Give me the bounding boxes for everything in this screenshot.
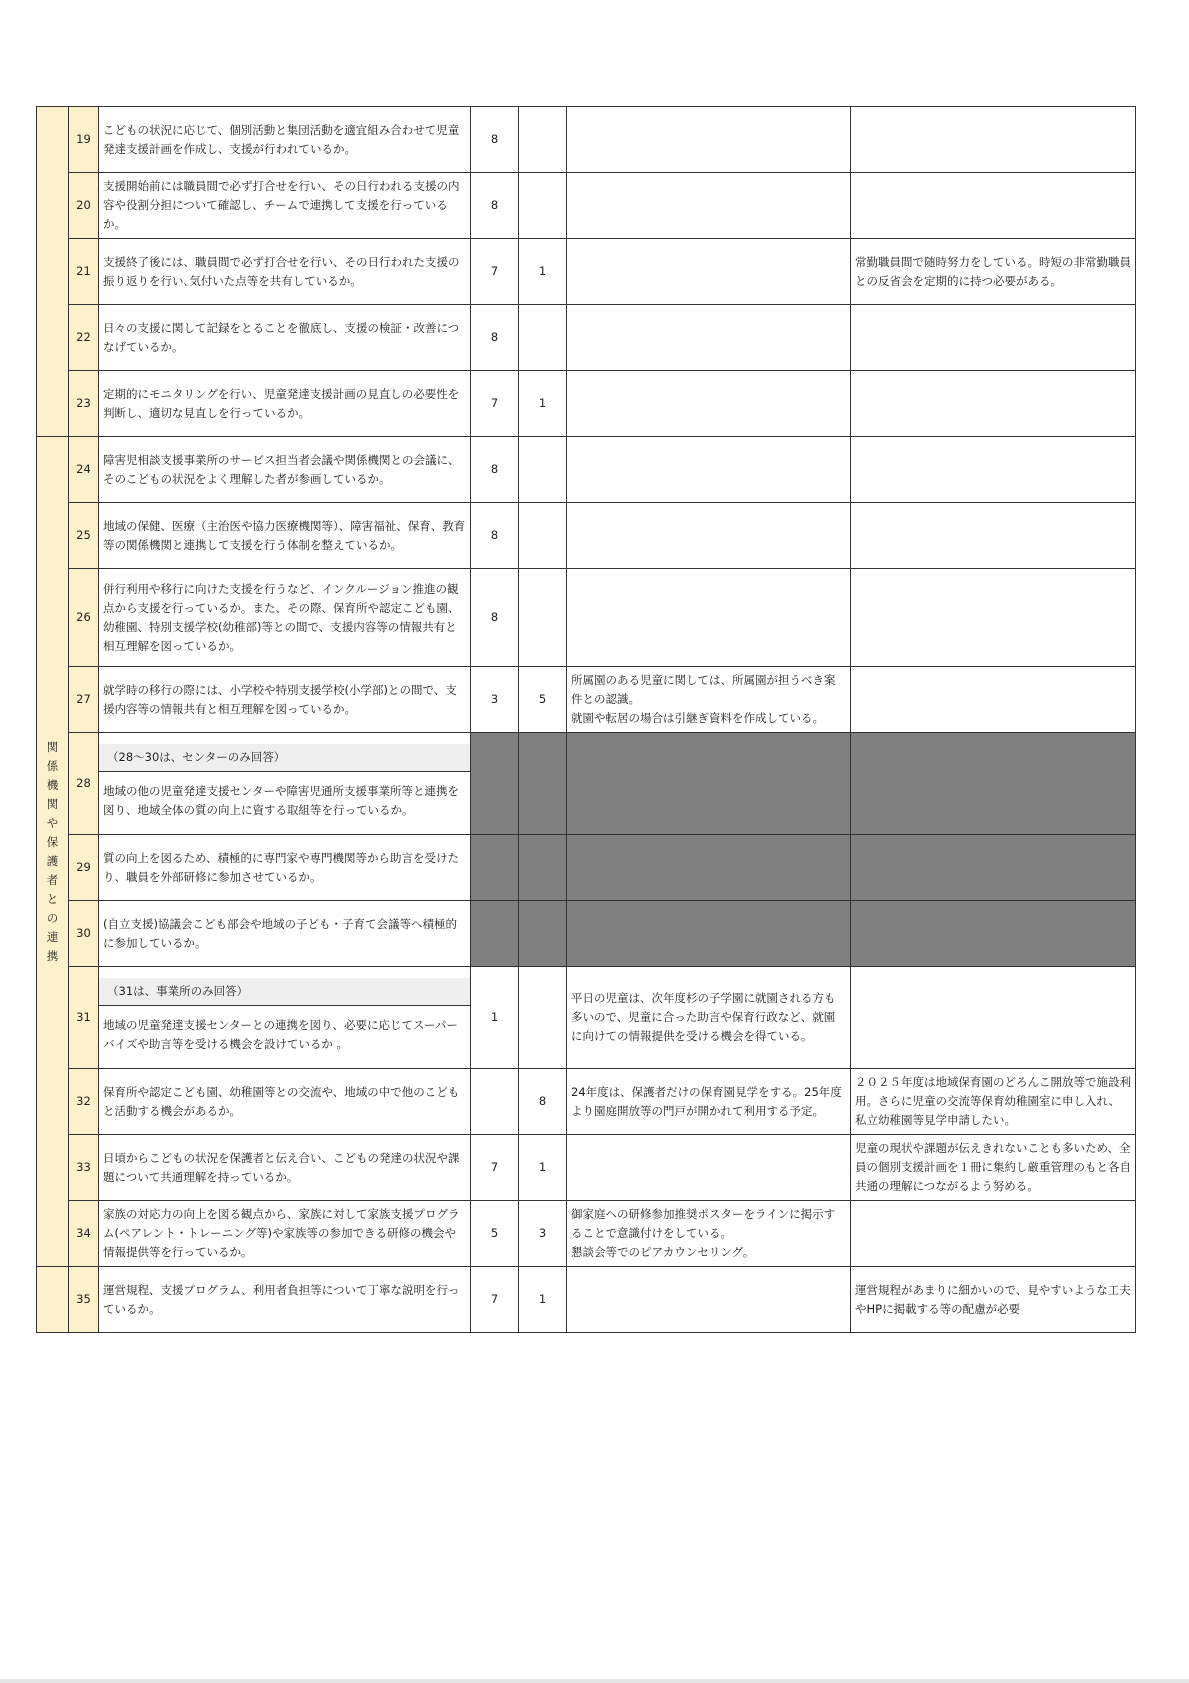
row-number: 21 (69, 239, 99, 305)
question-text: 地域の保健、医療（主治医や協力医療機関等）、障害福祉、保育、教育等の関係機関と連携して支援を行う体制を整えているか。 (99, 503, 471, 569)
no-count (519, 503, 567, 569)
evaluation-table (36, 106, 1136, 1333)
row-number: 20 (69, 173, 99, 239)
yes-count: 8 (471, 173, 519, 239)
comment-text: 児童の現状や課題が伝えきれないことも多いため、全員の個別支援計画を１冊に集約し厳重管理のもと各自共通の理解につながるよう努める。 (851, 1135, 1136, 1201)
category-cell-continued (37, 107, 69, 437)
row-number: 33 (69, 1135, 99, 1201)
table-row (37, 967, 1136, 1069)
no-count: 1 (519, 1135, 567, 1201)
yes-count: 8 (471, 503, 519, 569)
improvement-text (567, 569, 851, 667)
comment-text (851, 1201, 1136, 1267)
improvement-text (567, 503, 851, 569)
table-row (37, 239, 1136, 305)
question-text: 保育所や認定こども園、幼稚園等との交流や、地域の中で他のこどもと活動する機会があるか。 (99, 1069, 471, 1135)
comment-text (851, 107, 1136, 173)
improvement-text: 24年度は、保護者だけの保育園見学をする。25年度より園庭開放等の門戸が開かれて利用する予定。 (567, 1069, 851, 1135)
comment-text (851, 305, 1136, 371)
question-text: 日頃からこどもの状況を保護者と伝え合い、こどもの発達の状況や課題について共通理解を持っているか。 (99, 1135, 471, 1201)
question-text: 支援開始前には職員間で必ず打合せを行い、その日行われる支援の内容や役割分担について確認し、チームで連携して支援を行っているか。 (99, 173, 471, 239)
row-number: 24 (69, 437, 99, 503)
improvement-text (567, 437, 851, 503)
question-text: 定期的にモニタリングを行い、児童発達支援計画の見直しの必要性を判断し、適切な見直しを行っているか。 (99, 371, 471, 437)
table-row (37, 371, 1136, 437)
table-row (37, 667, 1136, 733)
no-count (519, 305, 567, 371)
no-count-disabled (519, 901, 567, 967)
table-row (37, 569, 1136, 667)
comment-text (851, 503, 1136, 569)
question-text: こどもの状況に応じて、個別活動と集団活動を適宜組み合わせて児童発達支援計画を作成し、支援が行われているか。 (99, 107, 471, 173)
table-row (37, 107, 1136, 173)
question-text: 日々の支援に関して記録をとることを徹底し、支援の検証・改善につなげているか。 (99, 305, 471, 371)
row-number: 30 (69, 901, 99, 967)
row-number: 32 (69, 1069, 99, 1135)
no-count-disabled (519, 733, 567, 835)
question-cell (99, 733, 471, 835)
table-row (37, 503, 1136, 569)
question-text: 運営規程、支援プログラム、利用者負担等について丁寧な説明を行っているか。 (99, 1267, 471, 1333)
no-count (519, 173, 567, 239)
no-count (519, 437, 567, 503)
yes-count: 8 (471, 437, 519, 503)
question-text: 併行利用や移行に向けた支援を行うなど、インクルージョン推進の観点から支援を行っているか。また、その際、保育所や認定こども園、幼稚園、特別支援学校(幼稚部)等との間で、支援内容等の情報共有と相互理解を図っているか。 (99, 569, 471, 667)
improvement-text (567, 371, 851, 437)
question-text: 支援終了後には、職員間で必ず打合せを行い、その日行われた支援の振り返りを行い､気付いた点等を共有しているか。 (99, 239, 471, 305)
question-text: 地域の児童発達支援センターとの連携を図り、必要に応じてスーパーバイズや助言等を受ける機会を設けているか 。 (103, 1017, 458, 1051)
yes-count: 7 (471, 1267, 519, 1333)
comment-disabled (851, 901, 1136, 967)
category-cell-next (37, 1267, 69, 1333)
improvement-disabled (567, 733, 851, 835)
improvement-text (567, 305, 851, 371)
yes-count (471, 1069, 519, 1135)
no-count (519, 569, 567, 667)
yes-count: 1 (471, 967, 519, 1069)
row-number: 28 (69, 733, 99, 835)
yes-count-disabled (471, 835, 519, 901)
question-text: 質の向上を図るため、積極的に専門家や専門機関等から助言を受けたり、職員を外部研修に参加させているか。 (99, 835, 471, 901)
improvement-disabled (567, 835, 851, 901)
yes-count: 8 (471, 569, 519, 667)
improvement-text (567, 1135, 851, 1201)
comment-text (851, 667, 1136, 733)
comment-text (851, 437, 1136, 503)
question-cell (99, 967, 471, 1069)
no-count: 1 (519, 1267, 567, 1333)
yes-count: 7 (471, 239, 519, 305)
improvement-disabled (567, 901, 851, 967)
improvement-text (567, 107, 851, 173)
comment-text: 運営規程があまりに細かいので、見やすいような工夫やHPに掲載する等の配慮が必要 (851, 1267, 1136, 1333)
table-row (37, 1135, 1136, 1201)
question-text: (自立支援)協議会こども部会や地域の子ども・子育て会議等へ積極的に参加しているか。 (99, 901, 471, 967)
no-count: 3 (519, 1201, 567, 1267)
no-count (519, 967, 567, 1069)
no-count: 1 (519, 239, 567, 305)
row-number: 23 (69, 371, 99, 437)
table-row (37, 437, 1136, 503)
comment-text (851, 967, 1136, 1069)
no-count: 8 (519, 1069, 567, 1135)
table-row (37, 305, 1136, 371)
table-row (37, 1201, 1136, 1267)
comment-text (851, 371, 1136, 437)
yes-count: 7 (471, 371, 519, 437)
answer-scope-note: （31は、事業所のみ回答） (99, 978, 470, 1006)
comment-text: ２０２５年度は地域保育園のどろんこ開放等で施設利用。さらに児童の交流等保育幼稚園室に申し入れ、私立幼稚園等見学申請したい。 (851, 1069, 1136, 1135)
row-number: 35 (69, 1267, 99, 1333)
no-count-disabled (519, 835, 567, 901)
category-label: 関係機関や保護者との連携 (46, 739, 59, 963)
table-row (37, 901, 1136, 967)
comment-text (851, 173, 1136, 239)
answer-scope-note: （28～30は、センターのみ回答） (99, 744, 470, 772)
improvement-text: 平日の児童は、次年度杉の子学園に就園される方も多いので、児童に合った助言や保育行政など、就園に向けての情報提供を受ける機会を得ている。 (567, 967, 851, 1069)
comment-disabled (851, 835, 1136, 901)
no-count: 1 (519, 371, 567, 437)
category-relation (37, 437, 69, 1267)
yes-count: 8 (471, 107, 519, 173)
no-count (519, 107, 567, 173)
improvement-text: 御家庭への研修参加推奨ポスターをラインに掲示することで意識付けをしている。 懇談会等でのピアカウンセリング。 (567, 1201, 851, 1267)
row-number: 22 (69, 305, 99, 371)
row-number: 25 (69, 503, 99, 569)
yes-count: 3 (471, 667, 519, 733)
table-row (37, 1267, 1136, 1333)
row-number: 29 (69, 835, 99, 901)
row-number: 27 (69, 667, 99, 733)
question-text: 障害児相談支援事業所のサービス担当者会議や関係機関との会議に、そのこどもの状況をよく理解した者が参画しているか。 (99, 437, 471, 503)
table-row (37, 1069, 1136, 1135)
table-row (37, 173, 1136, 239)
page-bottom-edge (0, 1679, 1189, 1683)
row-number: 34 (69, 1201, 99, 1267)
row-number: 31 (69, 967, 99, 1069)
table-row (37, 733, 1136, 835)
yes-count: 8 (471, 305, 519, 371)
improvement-text (567, 173, 851, 239)
yes-count-disabled (471, 901, 519, 967)
no-count: 5 (519, 667, 567, 733)
yes-count: 7 (471, 1135, 519, 1201)
improvement-text (567, 1267, 851, 1333)
improvement-text (567, 239, 851, 305)
comment-text (851, 569, 1136, 667)
improvement-text: 所属園のある児童に関しては、所属園が担うべき案件との認識。 就園や転居の場合は引継ぎ資料を作成している。 (567, 667, 851, 733)
yes-count-disabled (471, 733, 519, 835)
comment-text: 常勤職員間で随時努力をしている。時短の非常勤職員との反省会を定期的に持つ必要がある。 (851, 239, 1136, 305)
row-number: 19 (69, 107, 99, 173)
question-text: 地域の他の児童発達支援センターや障害児通所支援事業所等と連携を図り、地域全体の質の向上に資する取組等を行っているか。 (103, 783, 460, 817)
comment-disabled (851, 733, 1136, 835)
row-number: 26 (69, 569, 99, 667)
question-text: 家族の対応力の向上を図る観点から、家族に対して家族支援プログラム(ペアレント・トレーニング等)や家族等の参加できる研修の機会や情報提供等を行っているか。 (99, 1201, 471, 1267)
question-text: 就学時の移行の際には、小学校や特別支援学校(小学部)との間で、支援内容等の情報共有と相互理解を図っているか。 (99, 667, 471, 733)
table-row (37, 835, 1136, 901)
yes-count: 5 (471, 1201, 519, 1267)
